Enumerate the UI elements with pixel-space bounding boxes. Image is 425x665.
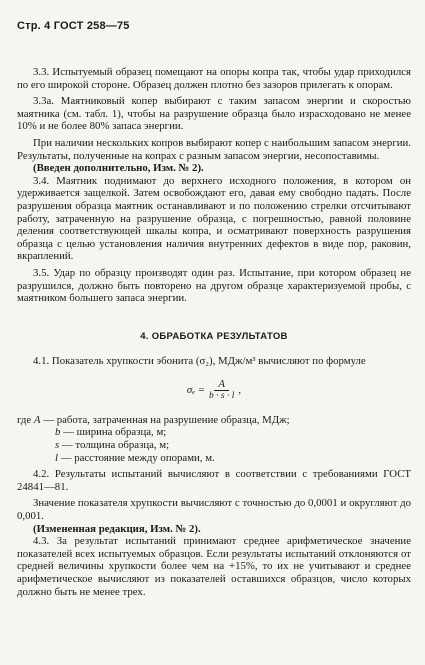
definition-text: — толщина образца, м; xyxy=(61,439,170,452)
page-header: Стр. 4 ГОСТ 258—75 xyxy=(17,20,130,32)
paragraph-4-1: 4.1. Показатель хрупкости эбонита (σ₂), МДж/м³ вычисляют по формуле xyxy=(33,355,366,368)
definition-b xyxy=(17,426,411,439)
paragraph-3-3a-continued: При наличии нескольких копров выбирают копер с наибольшим запасом энергии. Результаты, полученные на копрах с разным запасом энергии, несопоставимы. xyxy=(17,136,411,162)
amendment-note-2: (Измененная редакция, Изм. № 2). xyxy=(33,522,201,535)
formula-fraction xyxy=(209,378,234,402)
section-title: 4. ОБРАБОТКА РЕЗУЛЬТАТОВ xyxy=(140,330,288,342)
formula-tail: , xyxy=(238,383,242,396)
paragraph-4-2: 4.2. Результаты испытаний вычисляют в соответствии с требованиями ГОСТ 24841—81. xyxy=(17,468,411,493)
paragraph-3-5: 3.5. Удар по образцу производят один раз. Испытание, при котором образец не разрушился, должно быть повторено на другом образце характеризуемой пробы, с маятником большего запаса энергии. xyxy=(17,266,411,305)
document-body xyxy=(17,66,411,598)
paragraph-3-3: 3.3. Испытуемый образец помещают на опоры копра так, чтобы удар приходился по его широкой стороне. Образец должен плотно без зазоров прилегать к опорам. xyxy=(17,66,411,91)
definition-var: b xyxy=(55,426,61,439)
definition-var: s xyxy=(55,439,60,452)
paragraph-3-4: 3.4. Маятник поднимают до верхнего исходного положения, в котором он удерживается защелкой. Затем освобождают его, давая ему свободно падать. После разрушения образца маятник останавливают и по положению стрелки отсчитывают работу, затраченную на разрушение образца, с погрешностью, равной половине деления соответствующей шкалы копра, и осматривают поверхность разрушения образца с целью установления наличия внутренних дефектов в виде пор, раковин, вкраплений. xyxy=(17,174,411,263)
paragraph-4-2-continued: Значение показателя хрупкости вычисляют с точностью до 0,0001 и округляют до 0,001. xyxy=(17,497,411,523)
definition-s xyxy=(17,439,411,452)
formula-denominator: b · s · l xyxy=(209,390,235,401)
definition-text: — ширина образца, м; xyxy=(63,426,167,439)
formula xyxy=(17,378,411,402)
definition-l xyxy=(17,452,411,465)
paragraph-3-3a: 3.3а. Маятниковый копер выбирают с таким запасом энергии и скоростью маятника (см. табл. 1), чтобы на разрушение образца было израсходовано не менее 10% и не более 80% запаса энергии. xyxy=(17,95,411,133)
definition-var: A xyxy=(33,413,41,426)
paragraph-4-3: 4.3. За результат испытаний принимают среднее арифметическое значение показателей всех испытуемых образцов. Если результаты испытаний отклоняются от средней величины хрупкости более чем на +15%, то их не учитывают и среднее арифметическое вычисляют из показателей оставшихся образцов, число которых должно быть не менее трех. xyxy=(17,535,411,598)
definition-var: l xyxy=(55,451,58,464)
definition-text: — работа, затраченная на разрушение образца, МДж; xyxy=(43,413,290,426)
formula-numerator: A xyxy=(214,378,229,391)
formula-left: σₑ = xyxy=(186,383,206,396)
definition-a xyxy=(17,414,411,427)
where-intro: где xyxy=(17,413,32,426)
definition-text: — расстояние между опорами, м. xyxy=(60,451,215,464)
amendment-note-1: (Введен дополнительно, Изм. № 2). xyxy=(33,162,204,175)
